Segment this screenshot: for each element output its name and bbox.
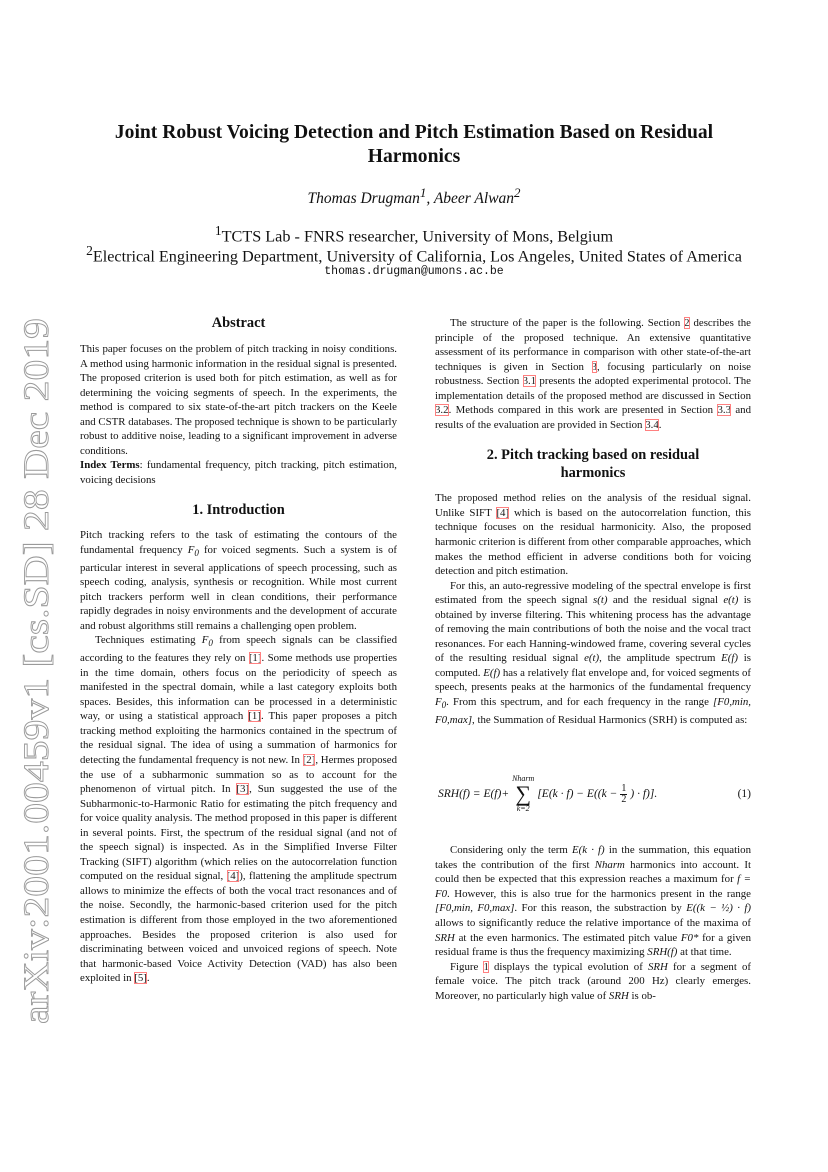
- affiliation-1-mark: 1: [214, 223, 222, 238]
- fraction: [620, 784, 627, 805]
- section-link[interactable]: 3.3: [717, 404, 731, 417]
- text-run: harmonics into account. It could then be expected that this expression reaches a maximum for: [435, 858, 751, 886]
- author-1-mark: 1: [419, 185, 427, 200]
- text-run: describes the principle of the proposed technique. An extensive quantitative assessment of its performance in comparison with other state-of-the-art techniques is given in Section: [435, 317, 751, 373]
- author-2-mark: 2: [514, 185, 521, 200]
- math-range: [F0,min, F0,max]: [435, 696, 751, 726]
- index-terms-label: Index Terms: [80, 459, 140, 472]
- math-f0: [435, 696, 447, 711]
- affiliation-1-text: TCTS Lab - FNRS researcher, University of Mons, Belgium: [221, 227, 614, 246]
- text-run: and the residual signal: [607, 594, 724, 607]
- citation-link[interactable]: [3]: [236, 783, 250, 796]
- author-2: Abeer Alwan: [433, 190, 515, 208]
- math-st: s(t): [593, 594, 608, 607]
- text-run: Pitch tracking refers to the task of estimating the contours of the fundamental frequency: [80, 529, 397, 557]
- summation-lower: k=2: [516, 804, 530, 814]
- equation-lhs: SRH(f) = E(f)+: [438, 788, 510, 800]
- fraction-numerator: 1: [621, 782, 627, 794]
- math-subscript: 0: [194, 548, 199, 559]
- text-run: . From this spectrum, and for each frequency in the range: [446, 696, 714, 709]
- math-f0: [187, 544, 199, 559]
- math-et: e(t): [723, 594, 739, 607]
- text-run: . This paper proposes a pitch tracking method exploiting the harmonics contained in the spectrum of the residual signal. The idea of using a summation of harmonics for detecting the fundamental frequency is not new. In: [80, 710, 397, 766]
- citation-link[interactable]: [1]: [248, 710, 261, 723]
- text-run: . However, this is also true for the harmonics present in the range: [447, 887, 751, 900]
- introduction-heading: 1. Introduction: [192, 502, 285, 519]
- text-run: is computed.: [435, 652, 751, 679]
- equation-body: [E(k · f) − E((k −: [537, 788, 618, 800]
- citation-link[interactable]: [4]: [226, 870, 240, 883]
- abstract-body: This paper focuses on the problem of pitch tracking in noisy conditions. A method using harmonic information in the residual signal is presented. The proposed criterion is used both for pitch estimation, as well as for determining the voicing segments of speech. In the experiments, the method is compared to six state-of-the-art pitch trackers on the Keele and CSTR databases. The proposed technique is shown to be particularly robust to additive noise, leading to a significant improvement in adverse conditions.: [80, 343, 397, 457]
- author-separator: ,: [426, 190, 434, 208]
- text-run: ), flattening the amplitude spectrum allows to minimize the effects of both the vocal tract resonances and of the noise. Secondly, the harmonic-based criterion used for the pitch estimation is different from those employed in the two aforementioned approaches. Besides the proposed criterion is also used for discriminating between voiced and unvoiced regions of speech. Note that harmonic-based Voice Activity Detection (VAD) has also been exploited in: [80, 870, 397, 985]
- math-et: e(t): [584, 652, 600, 665]
- math-symbol: F: [187, 544, 195, 557]
- affiliation-2: [40, 243, 788, 266]
- text-run: at the even harmonics. The estimated pitch value: [454, 931, 681, 944]
- text-run: which is based on the autocorrelation function, this technique focuses on the residual harmonicity. Also, the proposed harmonic criterion is different from other comparable approaches, which makes the method efficient in adverse conditions both for voicing detection and pitch estimation.: [435, 506, 751, 578]
- section-link[interactable]: 3.4: [645, 418, 659, 431]
- math-srh: SRH: [435, 931, 455, 944]
- text-run: , focusing particularly on noise robustness. Section: [435, 360, 751, 388]
- text-run: , the Summation of Residual Harmonics (SRH) is computed as:: [472, 713, 748, 726]
- text-run: Techniques estimating: [95, 634, 202, 647]
- math-sub-expr: E((k − ½) · f): [686, 902, 751, 915]
- text-run: , Sun suggested the use of the Subharmonic-to-Harmonic Ratio for estimating the pitch frequency and for voice quality analysis. The method proposed in this paper is different in several points. First, the spectrum of the residual signal (and not of the speech signal) is inspected. As in the Simplified Inverse Filter Tracking (SIFT) algorithm (which relies on the autocorrelation function computed on the residual signal,: [80, 783, 397, 883]
- text-run: Figure: [450, 960, 484, 973]
- text-run: displays the typical evolution of: [488, 960, 648, 973]
- text-run: .: [658, 418, 662, 431]
- equation-1: [435, 775, 751, 813]
- section-2-heading: 2. Pitch tracking based on residual harmonics: [486, 447, 700, 482]
- math-symbol: F: [435, 696, 442, 709]
- equation-formula: [438, 775, 657, 813]
- math-nharm: Nharm: [594, 858, 625, 871]
- math-srh: SRH: [608, 989, 629, 1002]
- math-f-eq-f0: f = F0: [435, 873, 751, 900]
- arxiv-stamp: [4, 312, 64, 1026]
- math-symbol: F: [201, 634, 209, 647]
- author-line: [80, 185, 748, 208]
- math-ef: E(f): [721, 652, 739, 665]
- text-run: The structure of the paper is the following. Section: [450, 317, 685, 329]
- math-range: [F0,min, F0,max]: [435, 902, 515, 915]
- section-link[interactable]: 3: [591, 360, 597, 373]
- intro-paragraph-2: [80, 633, 397, 985]
- right-column: [435, 316, 751, 1003]
- text-run: is obtained by inverse filtering. This whitening process has the advantage of removing the main contributions of both the noise and the vocal tract resonances. For each Hanning-windowed frame, covering several cycles of the resulting residual signal: [435, 594, 752, 665]
- structure-paragraph: [435, 316, 751, 432]
- section-link[interactable]: 2: [684, 317, 690, 329]
- affiliation-2-text: Electrical Engineering Department, University of California, Los Angeles, United States of America: [92, 247, 742, 266]
- left-column: [80, 314, 397, 986]
- equation-body-end: ) · f)].: [630, 788, 658, 800]
- text-run: for a segment of female voice. The pitch track (around 200 Hz) clearly emerges. Moreover, no particularly high value of: [435, 960, 751, 1002]
- text-run: . Methods compared in this work are presented in Section: [448, 404, 718, 417]
- affiliation-2-mark: 2: [86, 243, 93, 258]
- section-link[interactable]: 3.2: [435, 404, 449, 417]
- arxiv-stamp-text: arXiv:2001.00459v1 [cs.SD] 28 Dec 2019: [16, 422, 56, 1024]
- text-run: Considering only the term: [450, 844, 572, 857]
- author-email: thomas.drugman@umons.ac.be: [324, 265, 504, 278]
- abstract-heading: Abstract: [211, 315, 266, 331]
- math-srh: SRH: [647, 960, 668, 973]
- text-run: , the amplitude spectrum: [599, 652, 722, 665]
- math-f0: [201, 634, 213, 649]
- author-1: Thomas Drugman: [307, 190, 420, 208]
- index-terms: [80, 458, 397, 487]
- text-run: for a given residual frame is thus the frequency maximizing: [435, 931, 751, 959]
- text-run: in the summation, this equation takes the contribution of the first: [435, 844, 751, 871]
- figure-link[interactable]: 1: [483, 960, 489, 973]
- text-run: and results of the evaluation are provided in Section: [435, 404, 751, 431]
- citation-link[interactable]: [2]: [302, 753, 316, 766]
- sigma-glyph: ∑: [515, 781, 532, 807]
- text-run: , Hermes proposed the use of a subharmonic summation so as to account for the phenomenon of virtual pitch. In: [80, 753, 397, 796]
- math-f0-star: F0*: [680, 931, 699, 944]
- fraction-denominator: 2: [621, 793, 627, 805]
- text-run: For this, an auto-regressive modeling of the spectral envelope is first estimated from the speech signal: [435, 579, 751, 607]
- text-run: has a relatively flat envelope and, for voiced segments of speech, presents peaks at the harmonics of the fundamental frequency: [435, 666, 751, 694]
- index-terms-text: : fundamental frequency, pitch tracking, pitch estimation, voicing decisions: [80, 459, 397, 486]
- text-run: . Some methods use properties in the time domain, others focus on the periodicity of speech as manifested in the spectral domain, while a last category exploits both spaces. Besides, this information can be processed in a deterministic way, or using a statistical approach: [80, 652, 397, 723]
- intro-paragraph-1: [80, 528, 397, 633]
- method-paragraph-1: [435, 491, 751, 578]
- text-run: The proposed method relies on the analysis of the residual signal. Unlike SIFT: [435, 492, 751, 519]
- citation-link[interactable]: [4]: [496, 506, 510, 519]
- summation-upper: Nharm: [512, 774, 535, 784]
- text-run: presents the adopted experimental protocol. The implementation details of the proposed method are discussed in Section: [435, 375, 751, 402]
- text-run: .: [146, 972, 150, 985]
- citation-link[interactable]: [1]: [248, 652, 262, 665]
- math-ekf: E(k · f): [572, 844, 605, 857]
- text-run: at that time.: [677, 946, 732, 959]
- text-run: . For this reason, the substraction by: [514, 902, 687, 915]
- summation-sign: [512, 775, 534, 813]
- text-run: is ob-: [628, 989, 656, 1002]
- math-subscript: 0: [441, 700, 447, 711]
- method-paragraph-2: [435, 579, 751, 728]
- method-paragraph-3: [435, 843, 751, 959]
- method-paragraph-4: [435, 960, 751, 1004]
- text-run: for voiced segments. Such a system is of particular interest in several applications of speech processing, such as speech coding, analysis, synthesis or recognition. While most current pitch trackers perform well in clean conditions, their performance rapidly degrades in noisy environments and the development of accurate and robust algorithms still remains a challenging open problem.: [80, 544, 398, 632]
- math-ef: E(f): [483, 666, 501, 679]
- math-subscript: 0: [208, 638, 213, 649]
- section-link[interactable]: 3.1: [522, 375, 537, 388]
- text-run: allows to significantly reduce the relative importance of the maxima of: [435, 917, 751, 930]
- citation-link[interactable]: [5]: [134, 972, 147, 985]
- equation-number: (1): [737, 788, 751, 800]
- paper-title: Joint Robust Voicing Detection and Pitch Estimation Based on Residual Harmonics: [114, 122, 714, 167]
- math-srh-f: SRH(f): [647, 946, 678, 959]
- text-run: from speech signals can be classified according to the features they rely on: [80, 634, 397, 665]
